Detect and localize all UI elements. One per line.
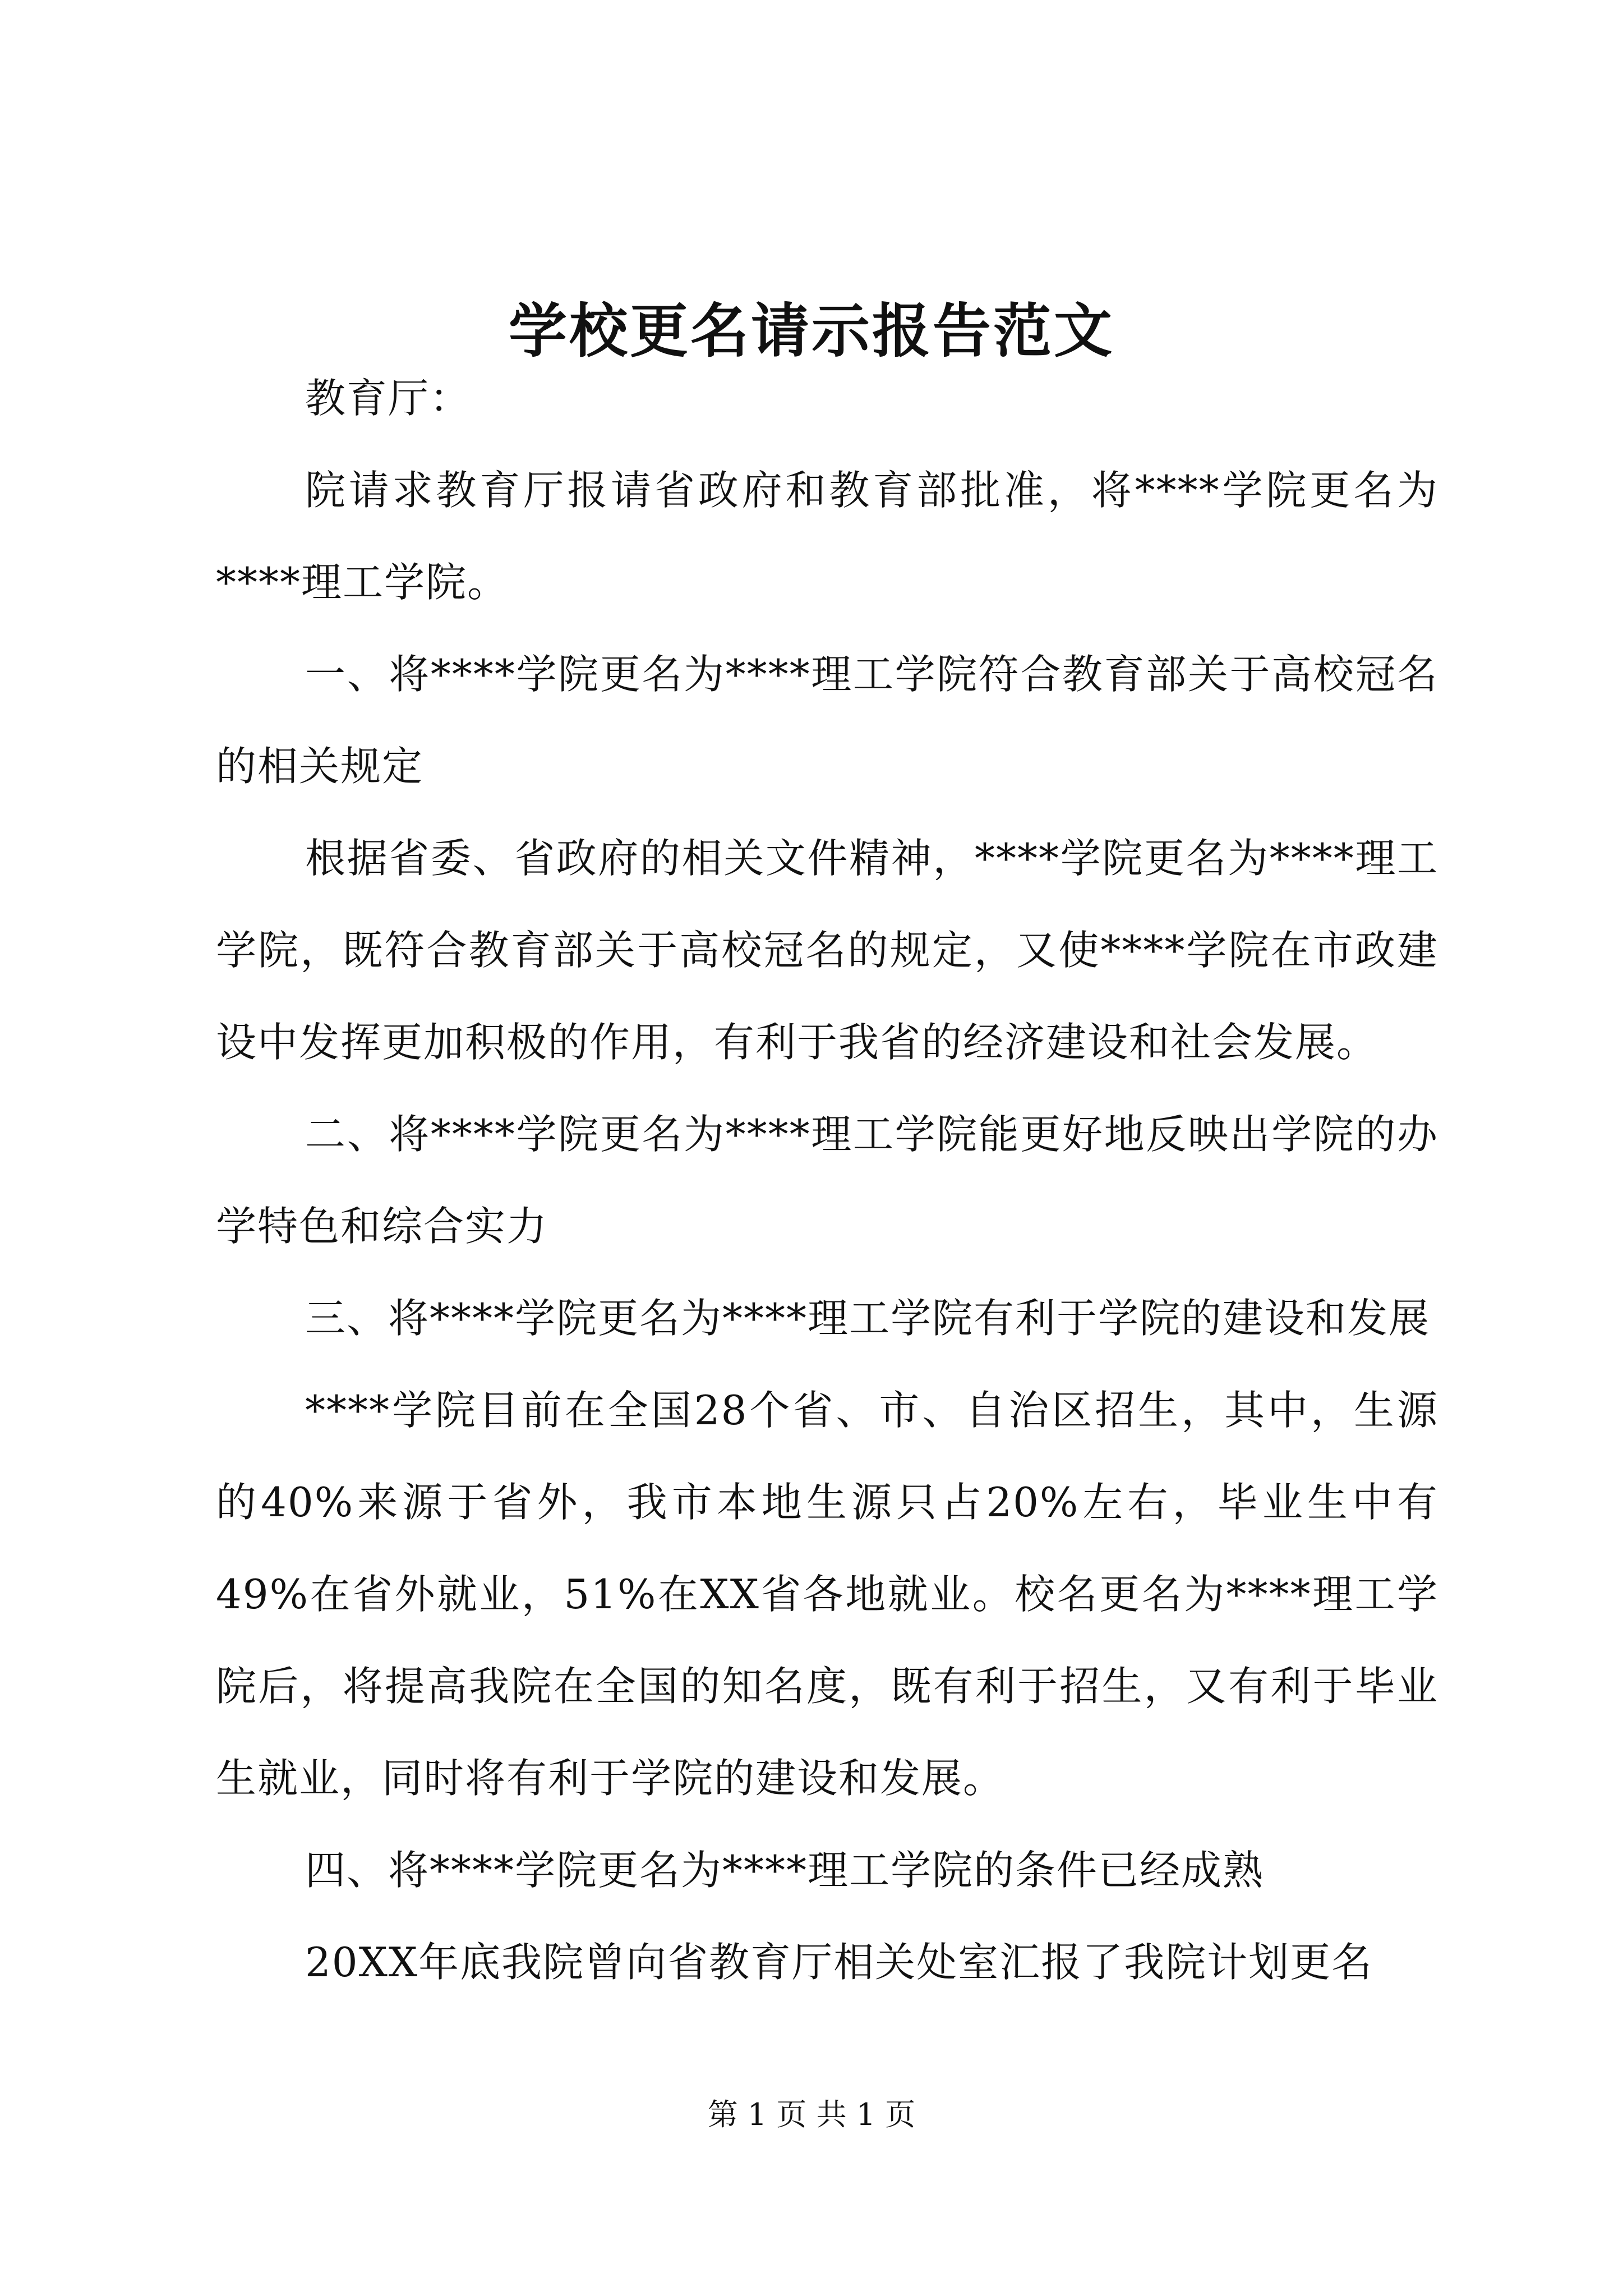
paragraph-point-4: 20XX年底我院曾向省教育厅相关处室汇报了我院计划更名 xyxy=(305,1939,1373,1986)
salutation: 教育厅： xyxy=(305,375,472,422)
paragraph-request: 院请求教育厅报请省政府和教育部批准，将****学院更名为****理工学院。 xyxy=(216,467,1438,606)
heading-point-2: 二、将****学院更名为****理工学院能更好地反映出学院的办学特色和综合实力 xyxy=(216,1111,1438,1250)
paragraph-point-1: 根据省委、省政府的相关文件精神，****学院更名为****理工学院，既符合教育部关于高校冠名的规定，又使****学院在市政建设中发挥更加积极的作用，有利于我省的经济建设和社会发展。 xyxy=(216,835,1438,1066)
document-title: 学校更名请示报告范文 xyxy=(508,296,1114,365)
page-footer: 第 1 页 共 1 页 xyxy=(707,2097,916,2132)
heading-point-1: 一、将****学院更名为****理工学院符合教育部关于高校冠名的相关规定 xyxy=(216,651,1438,790)
heading-point-4: 四、将****学院更名为****理工学院的条件已经成熟 xyxy=(305,1847,1265,1894)
document-body xyxy=(216,352,1438,2008)
heading-point-3: 三、将****学院更名为****理工学院有利于学院的建设和发展 xyxy=(305,1295,1431,1342)
paragraph-point-3: ****学院目前在全国28个省、市、自治区招生，其中，生源的40%来源于省外，我市本地生源只占20%左右，毕业生中有49%在省外就业，51%在XX省各地就业。校名更名为****理工学院后，将提高我院在全国的知名度，既有利于招生，又有利于毕业生就业，同时将有利于学院的建设和发展。 xyxy=(216,1387,1438,1802)
